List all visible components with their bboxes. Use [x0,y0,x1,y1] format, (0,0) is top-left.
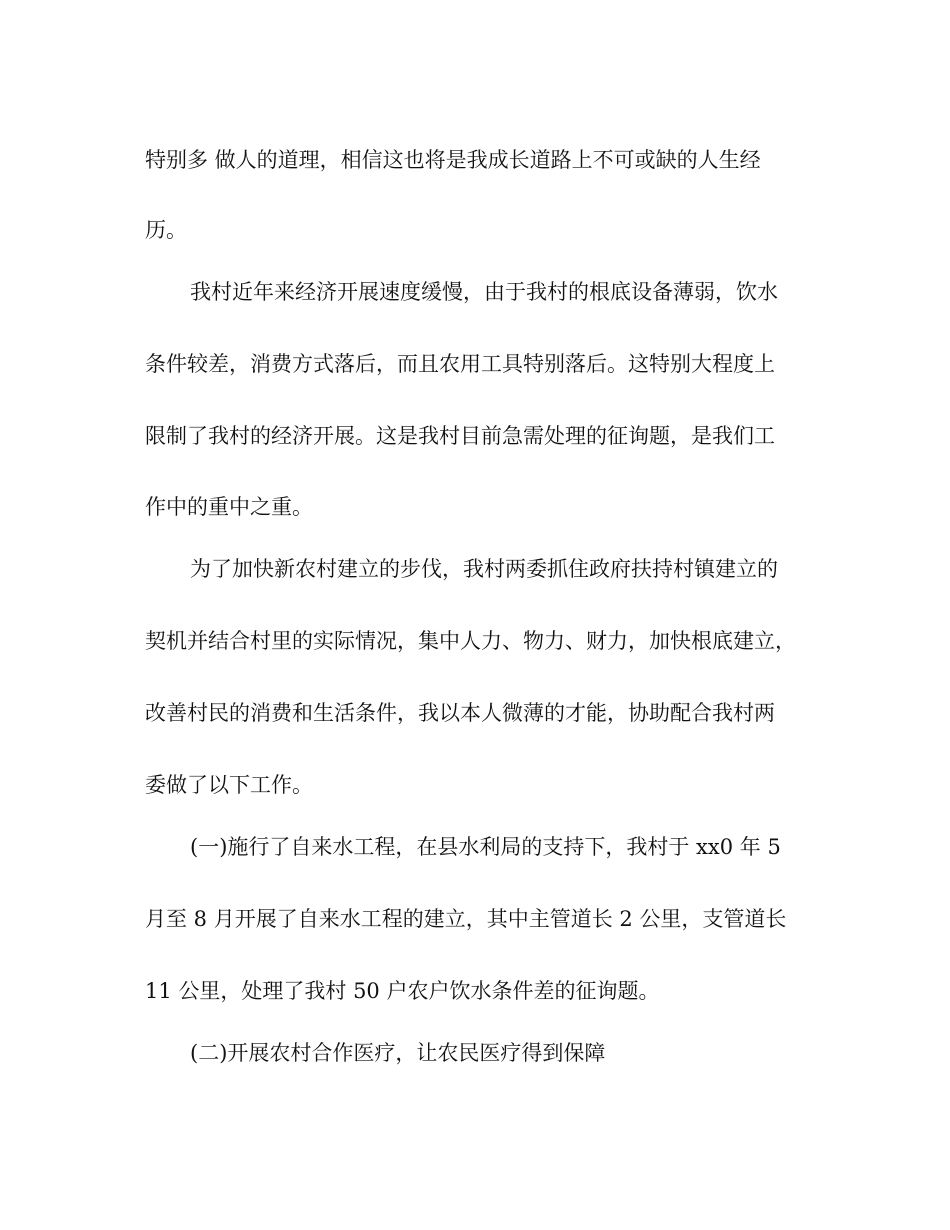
text-line: 限制了我村的经济开展。这是我村目前急需处理的征询题，是我们工 [145,424,775,448]
text-line: 改善村民的消费和生活条件，我以本人微薄的才能，协助配合我村两 [145,701,775,725]
paragraph-first-line: (二)开展农村合作医疗，让农民医疗得到保障 [190,1041,606,1065]
text-line: 历。 [145,218,187,242]
text-line: 条件较差，消费方式落后，而且农用工具特别落后。这特别大程度上 [145,352,775,376]
text-line: 月至 8 月开展了自来水工程的建立，其中主管道长 2 公里，支管道长 [145,907,787,931]
text-line: 作中的重中之重。 [145,495,313,519]
text-line: 契机并结合村里的实际情况，集中人力、物力、财力，加快根底建立， [145,629,796,653]
text-line: 特别多 做人的道理，相信这也将是我成长道路上不可或缺的人生经 [145,148,761,172]
paragraph-first-line: 为了加快新农村建立的步伐，我村两委抓住政府扶持村镇建立的 [190,557,778,581]
paragraph-first-line: 我村近年来经济开展速度缓慢，由于我村的根底设备薄弱，饮水 [190,280,778,304]
paragraph-first-line: (一)施行了自来水工程，在县水利局的支持下，我村于 xx0 年 5 [190,835,781,859]
text-line: 委做了以下工作。 [145,773,313,797]
text-line: 11 公里，处理了我村 50 户农户饮水条件差的征询题。 [145,979,660,1003]
